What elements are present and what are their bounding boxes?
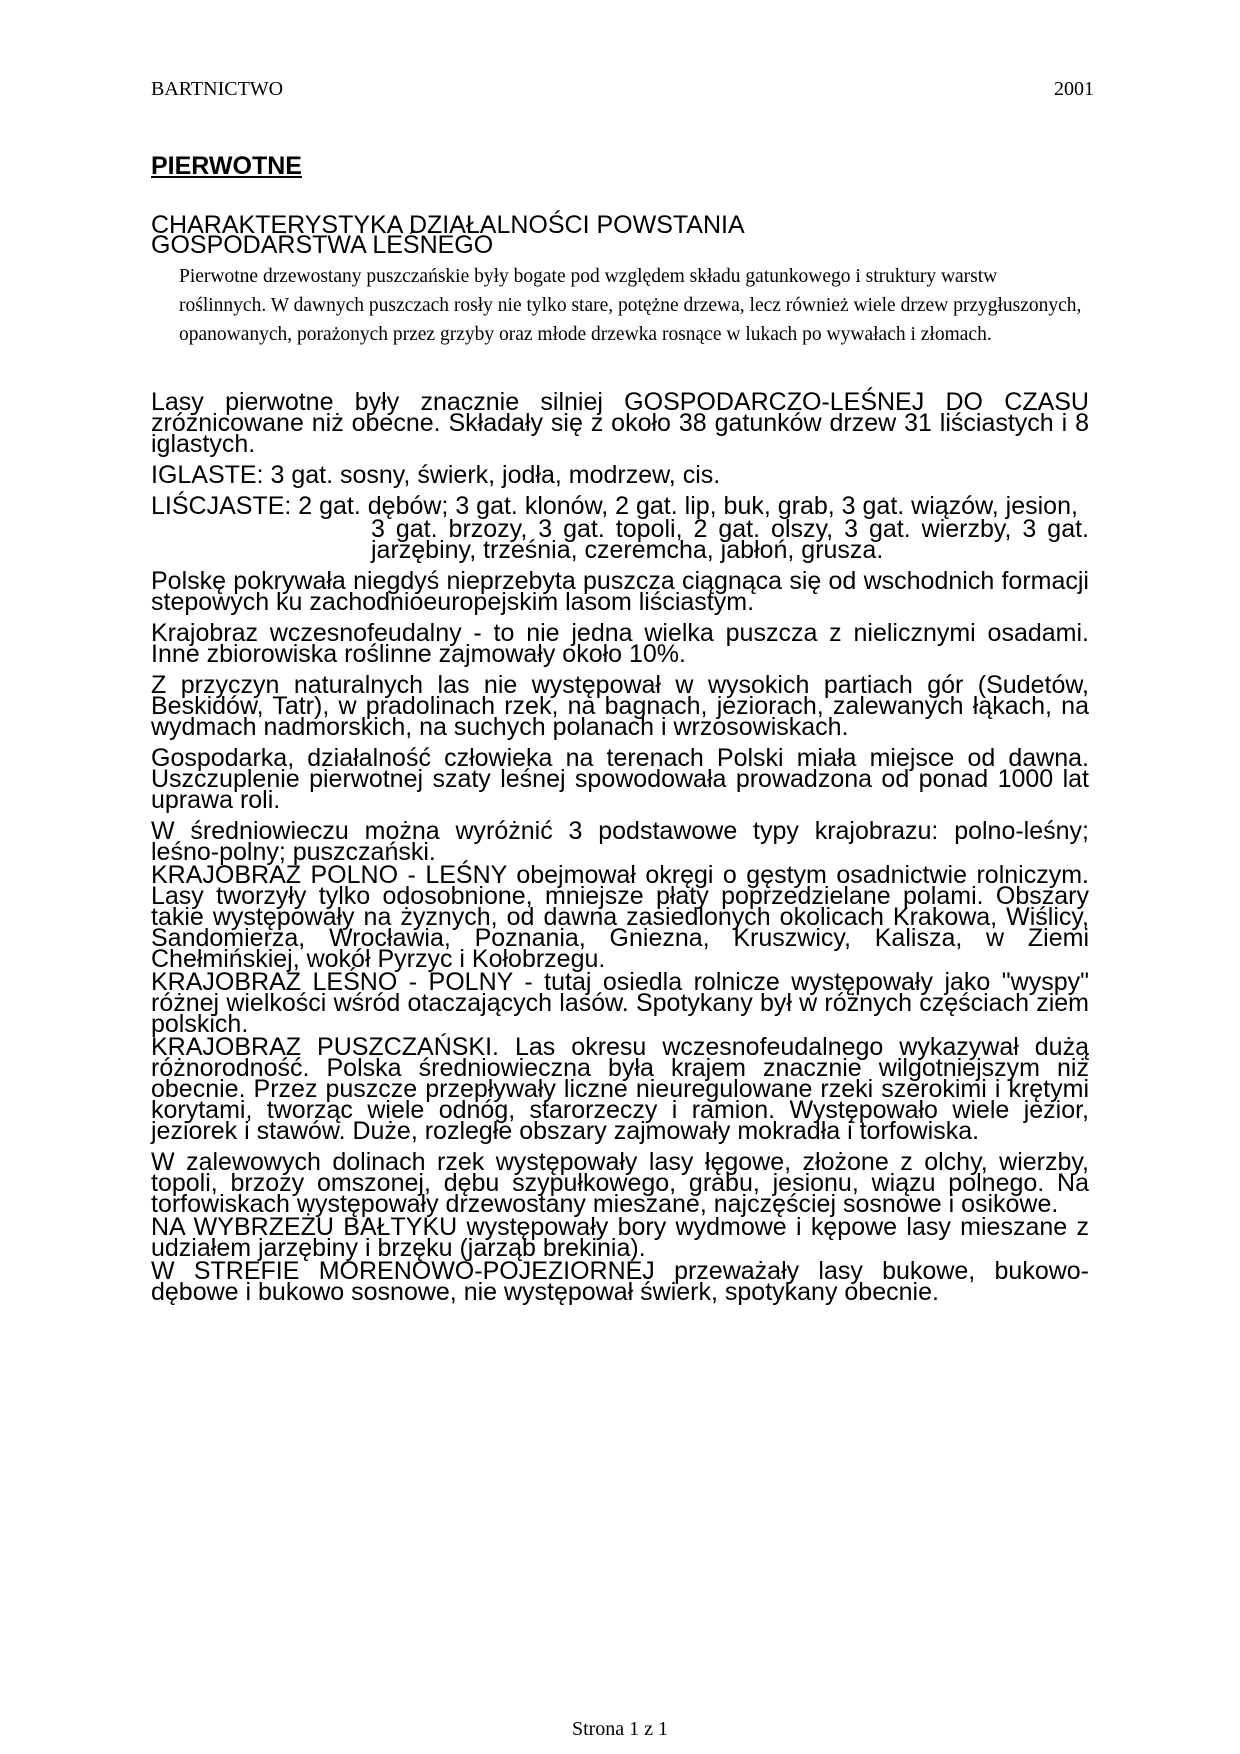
paragraph: Lasy pierwotne były znacznie silniej GOSPODARCZO-LEŚNEJ DO CZASU zróżnicowane niż obecne. Składały się z około 38 gatunków drzew 31 liściastych i 8 iglastych. [151, 388, 1089, 458]
paragraph: Polskę pokrywała niegdyś nieprzebyta puszcza ciągnąca się od wschodnich formacji stepowych ku zachodnioeuropejskim lasom liściastym. [151, 567, 1089, 616]
page-footer: Strona 1 z 1 [571, 1718, 669, 1740]
paragraph: Gospodarka, działalność człowieka na terenach Polski miała miejsce od dawna. Uszczuplenie pierwotnej szaty leśnej spowodowała prowadzona od ponad 1000 lat uprawa roli. [151, 744, 1089, 814]
paragraph: 3 gat. brzozy, 3 gat. topoli, 2 gat. olszy, 3 gat. wierzby, 3 gat. jarzębiny, trześnia, czeremcha, jabłoń, grusza. [371, 515, 1089, 564]
header-right: 2001 [1054, 78, 1094, 100]
paragraph: W STREFIE MORENOWO-POJEZIORNEJ przeważały lasy bukowe, bukowo-dębowe i bukowo sosnowe, nie występował świerk, spotykany obecnie. [151, 1257, 1089, 1306]
paragraph: Krajobraz wczesnofeudalny - to nie jedna wielka puszcza z nielicznymi osadami. Inne zbiorowiska roślinne zajmowały około 10%. [151, 619, 1089, 668]
intro-paragraph: Pierwotne drzewostany puszczańskie były bogate pod względem składu gatunkowego i struktury warstw roślinnych. W dawnych puszczach rosły nie tylko stare, potężne drzewa, lecz również wiele drzew przygłuszonych, opanowanych, porażonych przez grzyby oraz młode drzewka rosnące w lukach po wywałach i złomach. [179, 266, 1082, 345]
section-title: PIERWOTNE [151, 152, 302, 180]
paragraph: Z przyczyn naturalnych las nie występował w wysokich partiach gór (Sudetów, Beskidów, Tatr), w pradolinach rzek, na bagnach, jeziorach, zalewanych łąkach, na wydmach nadmorskich, na suchych polanach i wrzosowiskach. [151, 671, 1089, 741]
paragraph: KRAJOBRAZ PUSZCZAŃSKI. Las okresu wczesnofeudalnego wykazywał dużą różnorodność. Polska średniowieczna była krajem znacznie wilgotniejszym niż obecnie. Przez puszcze przepływały liczne nieuregulowane rzeki szerokimi i krętymi korytami, tworząc wiele odnóg, starorzeczy i ramion. Występowało wiele jezior, jeziorek i stawów. Duże, rozległe obszary zajmowały mokradła i torfowiska. [151, 1033, 1089, 1145]
body-text [151, 388, 1089, 1313]
paragraph: W średniowieczu można wyróżnić 3 podstawowe typy krajobrazu: polno-leśny; leśno-polny; puszczański. [151, 817, 1089, 866]
header-left: BARTNICTWO [151, 78, 284, 100]
paragraph: W zalewowych dolinach rzek występowały lasy łęgowe, złożone z olchy, wierzby, topoli, brzozy omszonej, dębu szypułkowego, grabu, jesionu, wiązu polnego. Na torfowiskach występowały drzewostany mieszane, najczęściej sosnowe i osikowe. [151, 1148, 1089, 1218]
subtitle: CHARAKTERYSTYKA DZIAŁALNOŚCI POWSTANIA GOSPODARSTWA LEŚNEGO [151, 211, 744, 259]
paragraph: IGLASTE: 3 gat. sosny, świerk, jodła, modrzew, cis. [151, 461, 721, 489]
paragraph: LIŚCJASTE: 2 gat. dębów; 3 gat. klonów, 2 gat. lip, buk, grab, 3 gat. wiązów, jesion, [151, 492, 1078, 520]
paragraph: NA WYBRZEŻU BAŁTYKU występowały bory wydmowe i kępowe lasy mieszane z udziałem jarzębiny i brzęku (jarząb brekinia). [151, 1213, 1089, 1262]
paragraph: KRAJOBRAZ POLNO - LEŚNY obejmował okręgi o gęstym osadnictwie rolniczym. Lasy tworzyły tylko odosobnione, mniejsze płaty poprzedzielane polami. Obszary takie występowały na żyznych, od dawna zasiedlonych okolicach Krakowa, Wiślicy, Sandomierza, Wrocławia, Poznania, Gniezna, Kruszwicy, Kalisza, w Ziemi Chełmińskiej, wokół Pyrzyc i Kołobrzegu. [151, 861, 1089, 973]
paragraph: KRAJOBRAZ LEŚNO - POLNY - tutaj osiedla rolnicze występowały jako "wyspy" różnej wielkości wśród otaczających lasów. Spotykany był w różnych częściach ziem polskich. [151, 968, 1089, 1038]
